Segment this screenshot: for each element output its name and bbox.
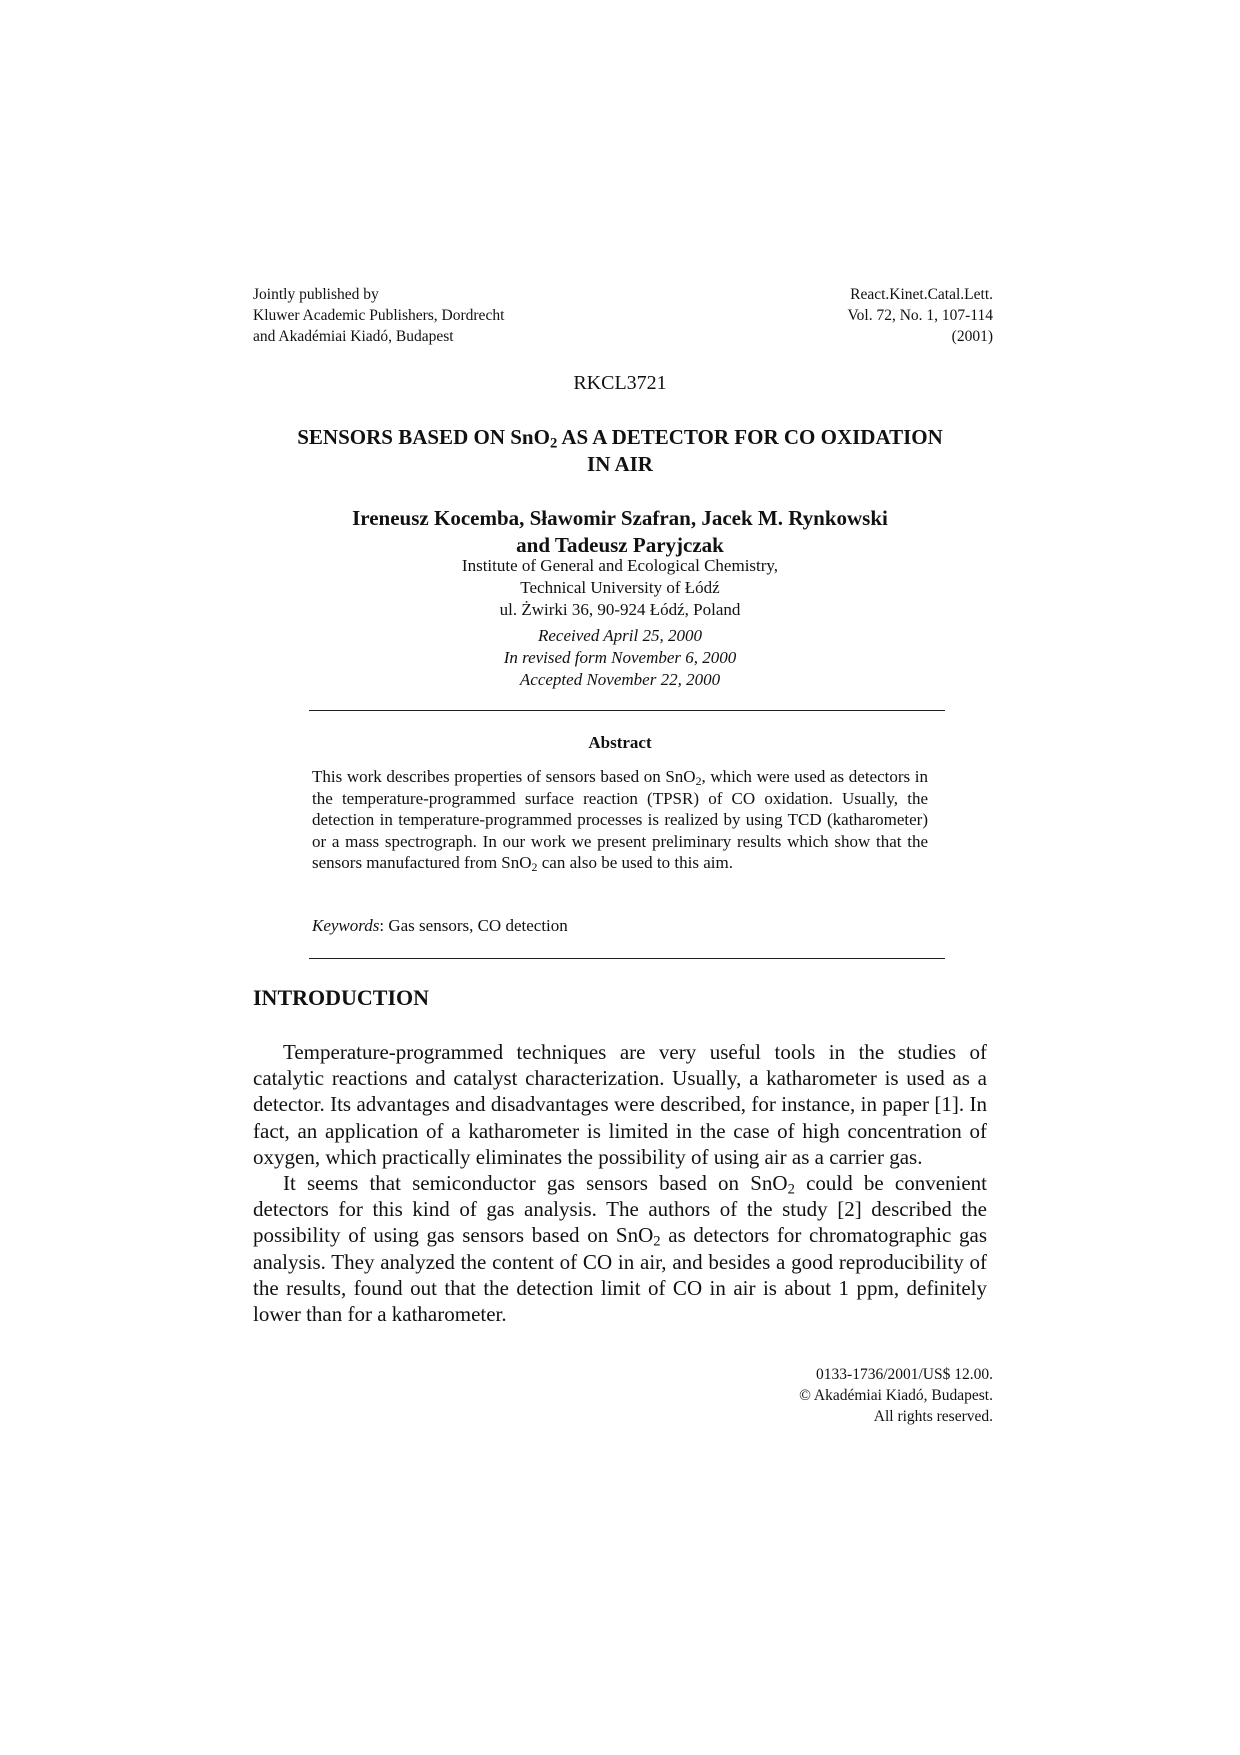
abstract-text: This work describes properties of sensors based on SnO$_2$, which were used as detectors in the temperature-programmed surface reaction (TPSR) of CO oxidation. Usually, the detection in temperature-programmed processes is realized by using TCD (katharometer) or a mass spectrograph. In our work we present preliminary results which show that the sensors manufactured from SnO$_2$ can also be used to this aim. [312,767,929,875]
keywords-label: Keywords [312,916,380,935]
authors-line: and Tadeusz Paryjczak [516,533,724,557]
abstract-heading: Abstract [588,733,652,752]
title-line-2: IN AIR [587,452,653,476]
paragraph: It seems that semiconductor gas sensors based on SnO$_2$ could be convenient detectors for this kind of gas analysis. The authors of the study [2] described the possibility of using gas sensors based on SnO$_2$ as detectors for chromatographic gas analysis. They analyzed the content of CO in air, and besides a good reproducibility of the results, found out that the detection limit of CO in air is about 1 ppm, definitely lower than for a katharometer. [253,1171,987,1327]
footer-line: © Akadémiai Kiadó, Budapest. [799,1387,993,1404]
received-date: Received April 25, 2000 [538,626,702,645]
footer-line: 0133-1736/2001/US$ 12.00. [816,1366,993,1383]
revised-date: In revised form November 6, 2000 [503,648,737,667]
keywords-text: : Gas sensors, CO detection [379,916,568,935]
publisher-line: Kluwer Academic Publishers, Dordrecht [253,307,505,324]
section-heading-introduction: INTRODUCTION [253,985,430,1010]
affiliation [0,555,1240,621]
paper-title [0,424,1240,478]
submission-dates [0,625,1240,691]
author-list [0,505,1240,559]
introduction-body [253,1039,987,1327]
citation-line: (2001) [951,328,993,345]
citation-line: Vol. 72, No. 1, 107-114 [847,307,993,324]
affiliation-line: Institute of General and Ecological Chemistry, [461,556,779,575]
paragraph: Temperature-programmed techniques are very useful tools in the studies of catalytic reactions and catalyst characterization. Usually, a katharometer is used as a detector. Its advantages and disadvantages were described, for instance, in paper [1]. In fact, an application of a katharometer is limited in the case of high concentration of oxygen, which practically eliminates the possibility of using air as a carrier gas. [253,1040,987,1169]
article-code: RKCL3721 [573,372,667,394]
journal-publisher-block [253,284,653,347]
accepted-date: Accepted November 22, 2000 [519,670,721,689]
abstract-bottom-rule [309,958,945,959]
copyright-footer [700,1364,993,1427]
abstract-top-rule [309,710,945,711]
publisher-line: and Akadémiai Kiadó, Budapest [253,328,454,345]
journal-citation-block [740,284,993,347]
publisher-line: Jointly published by [253,286,379,303]
citation-line: React.Kinet.Catal.Lett. [850,286,993,303]
affiliation-line: Technical University of Łódź [520,578,720,597]
affiliation-line: ul. Żwirki 36, 90-924 Łódź, Poland [499,600,741,619]
title-line-1: SENSORS BASED ON SnO$_2$ AS A DETECTOR FOR CO OXIDATION [297,425,943,452]
footer-line: All rights reserved. [873,1408,993,1425]
authors-line: Ireneusz Kocemba, Sławomir Szafran, Jacek M. Rynkowski [352,506,888,530]
keywords [312,916,568,936]
